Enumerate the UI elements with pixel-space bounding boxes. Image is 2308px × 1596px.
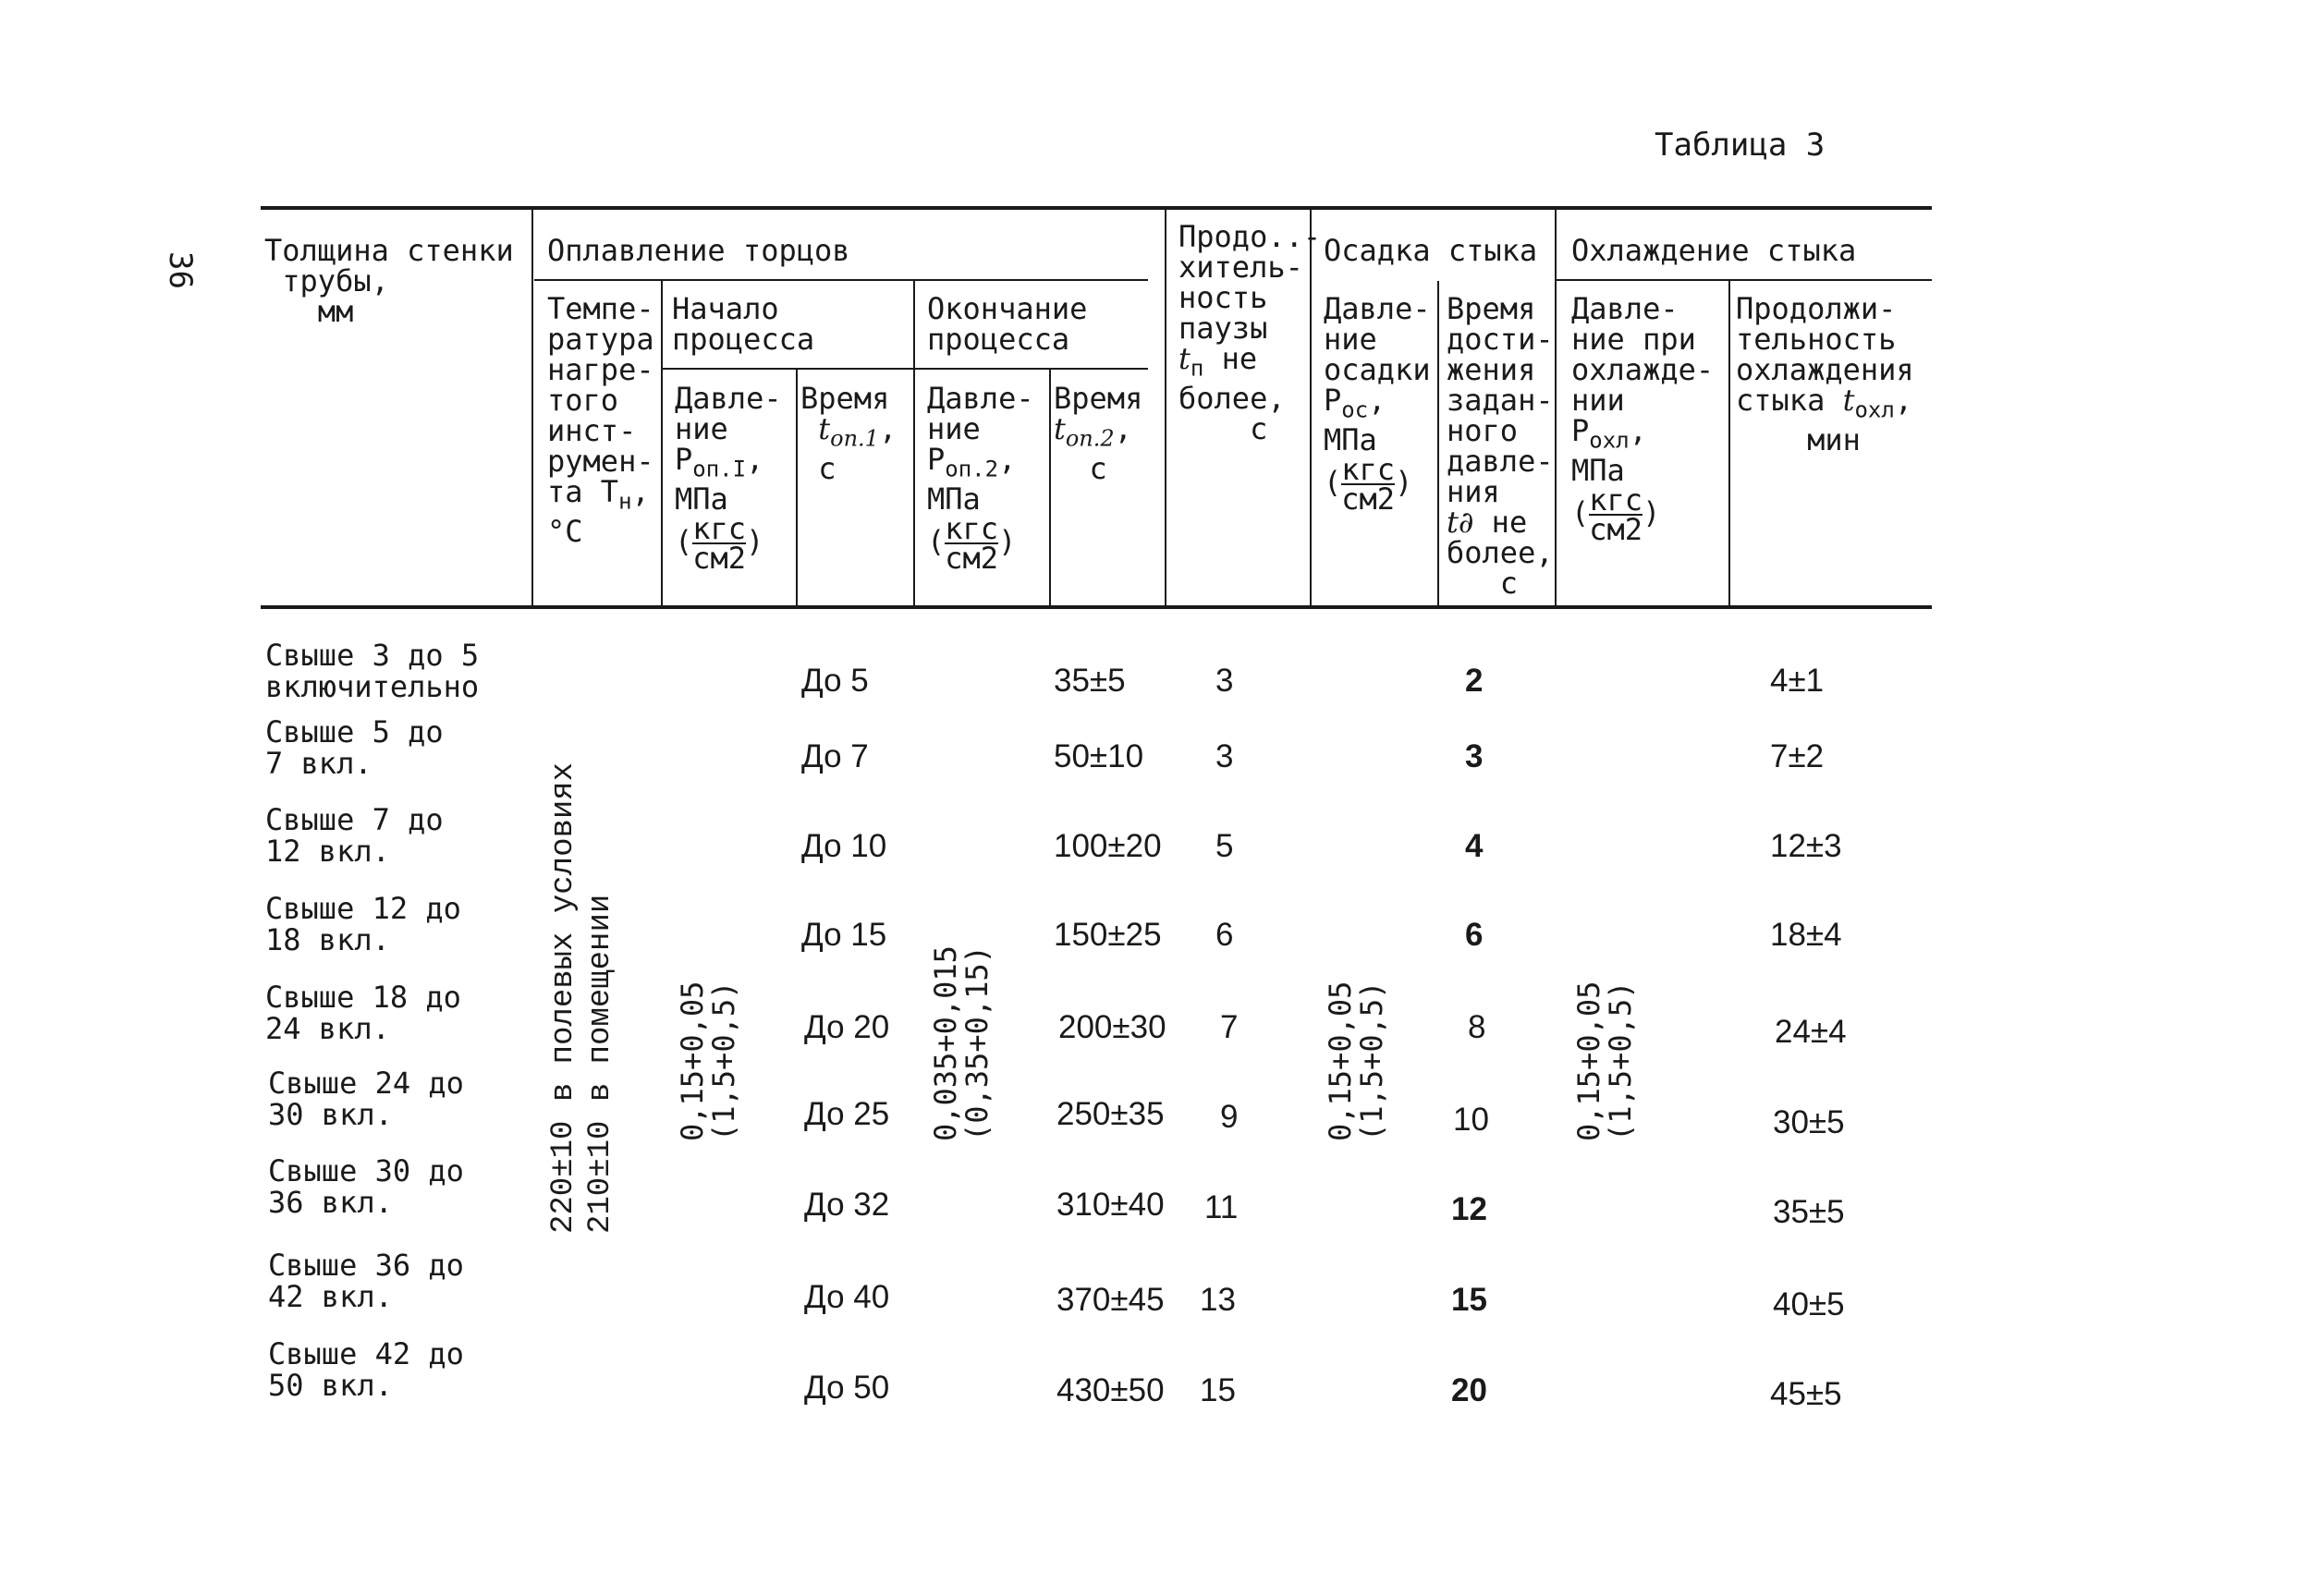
row-cooling-duration: 30±5: [1773, 1104, 1845, 1140]
merged-end-pressure: 0,035+0,015 (0,35+0,15): [928, 945, 995, 1141]
row-melting-end-time: 150±25: [1054, 917, 1162, 953]
merged-temperature: 220±10 в полевых условиях 210±10 в помещении: [546, 761, 618, 1234]
header-bottom-rule: [261, 605, 1932, 609]
row-melting-end-time: 370±45: [1056, 1282, 1165, 1318]
row-melting-time: До 40: [804, 1279, 890, 1315]
header-temperature: Темпе- ратура нагре- того инст- румен- та $T_н$, °C: [547, 291, 654, 550]
header-cooling: Охлаждение стыка: [1571, 233, 1857, 268]
col-divider: [1437, 281, 1439, 605]
row-upset-time: 12: [1451, 1191, 1487, 1227]
col-divider: [796, 370, 798, 605]
header-melting: Оплавление торцов: [547, 233, 850, 268]
row-pause: 11: [1204, 1189, 1239, 1225]
row-upset-time: 10: [1453, 1102, 1489, 1138]
row-upset-time: 2: [1465, 663, 1484, 699]
row-upset-time: 20: [1451, 1372, 1487, 1408]
row-cooling-duration: 24±4: [1775, 1014, 1847, 1050]
header-end-pressure: Давле- ние $P_{оп.2}$, МПа ( $\frac{\text{кгс}}{см2}$ ): [927, 381, 1034, 577]
header-process-end: Окончание процесса: [927, 291, 1088, 357]
cooling-underline: [1557, 279, 1932, 281]
row-melting-time: До 7: [801, 738, 869, 774]
col-divider: [531, 208, 533, 605]
row-melting-time: До 32: [804, 1187, 890, 1223]
header-thickness: Толщина стенки трубы, мм: [264, 233, 514, 329]
table-caption: Таблица 3: [1655, 127, 1826, 164]
col-divider: [1165, 208, 1166, 605]
page-number: 36: [162, 251, 199, 289]
row-melting-end-time: 50±10: [1054, 738, 1144, 774]
header-upset: Осадка стыка: [1324, 233, 1538, 268]
row-thickness: Свыше 30 до 36 вкл.: [268, 1153, 464, 1220]
process-underline: [663, 368, 1148, 370]
row-thickness: Свыше 36 до 42 вкл.: [268, 1248, 464, 1314]
row-thickness: Свыше 24 до 30 вкл.: [268, 1066, 464, 1132]
col-divider: [661, 281, 663, 605]
merged-cooling-pressure: 0,15+0,05 (1,5+0,5): [1571, 981, 1638, 1141]
melting-underline: [534, 279, 1148, 281]
header-cooling-pressure: Давле- ние при охлажде- нии $P_{охл}$, МПа ( $\frac{\text{кгс}}{см2}$ ): [1571, 291, 1715, 548]
row-cooling-duration: 7±2: [1770, 738, 1825, 774]
row-cooling-duration: 45±5: [1770, 1376, 1842, 1412]
row-melting-time: До 10: [801, 828, 887, 864]
row-pause: 9: [1220, 1099, 1239, 1135]
row-cooling-duration: 40±5: [1773, 1286, 1845, 1322]
header-start-pressure: Давле- ние $P_{оп.I}$, МПа ( $\frac{\text{кгс}}{см2}$ ): [675, 381, 782, 577]
row-thickness: Свыше 7 до 12 вкл.: [265, 802, 444, 869]
header-upset-pressure: Давле- ние осадки $P_{ос}$, МПа ( $\frac{\text{кгс}}{см2}$ ): [1324, 291, 1431, 518]
row-melting-time: До 50: [804, 1370, 890, 1406]
table-top-rule: [261, 206, 1932, 210]
row-cooling-duration: 18±4: [1770, 917, 1842, 953]
row-melting-time: До 5: [801, 663, 869, 699]
merged-start-pressure: 0,15+0,05 (1,5+0,5): [675, 981, 741, 1141]
row-pause: 3: [1215, 663, 1234, 699]
row-melting-end-time: 35±5: [1054, 663, 1126, 699]
header-end-time: Время $t_{оп.2}$, с: [1054, 381, 1143, 487]
col-divider: [913, 281, 915, 605]
header-process-start: Начало процесса: [672, 291, 815, 357]
row-melting-end-time: 310±40: [1056, 1187, 1165, 1223]
row-melting-end-time: 250±35: [1056, 1096, 1165, 1132]
merged-upset-pressure: 0,15+0,05 (1,5+0,5): [1323, 981, 1389, 1141]
row-melting-time: До 25: [804, 1096, 890, 1132]
row-thickness: Свыше 42 до 50 вкл.: [268, 1336, 464, 1403]
row-melting-time: До 20: [804, 1009, 890, 1045]
col-divider: [1555, 208, 1557, 605]
row-cooling-duration: 12±3: [1770, 828, 1842, 864]
row-cooling-duration: 35±5: [1773, 1194, 1845, 1230]
row-pause: 3: [1215, 738, 1234, 774]
header-cooling-duration: Продолжи- тельность охлаждения стыка $t_{охл}$, мин: [1736, 291, 1914, 458]
row-thickness: Свыше 5 до 7 вкл.: [265, 714, 444, 781]
row-pause: 15: [1200, 1372, 1236, 1408]
row-thickness: Свыше 3 до 5 включительно: [265, 638, 480, 704]
row-upset-time: 8: [1468, 1009, 1486, 1045]
row-pause: 13: [1200, 1282, 1236, 1318]
row-melting-time: До 15: [801, 917, 887, 953]
row-melting-end-time: 200±30: [1058, 1009, 1166, 1045]
col-divider: [1049, 370, 1051, 605]
row-melting-end-time: 430±50: [1056, 1372, 1165, 1408]
row-thickness: Свыше 18 до 24 вкл.: [265, 980, 461, 1046]
header-pause: Продо..- хитель- ность паузы $t_п$ не более, с: [1178, 219, 1322, 447]
row-upset-time: 3: [1465, 738, 1484, 774]
row-upset-time: 6: [1465, 917, 1484, 953]
row-pause: 5: [1215, 828, 1234, 864]
row-upset-time: 4: [1465, 828, 1484, 864]
col-divider: [1728, 281, 1730, 605]
row-melting-end-time: 100±20: [1054, 828, 1162, 864]
row-thickness: Свыше 12 до 18 вкл.: [265, 891, 461, 957]
row-upset-time: 15: [1451, 1282, 1487, 1318]
row-cooling-duration: 4±1: [1770, 663, 1825, 699]
row-pause: 6: [1215, 917, 1234, 953]
header-upset-time: Время дости- жения задан- ного давле- ния t∂ не более, с: [1447, 291, 1554, 601]
row-pause: 7: [1220, 1009, 1239, 1045]
header-start-time: Время $t_{оп.1}$, с: [800, 381, 898, 487]
